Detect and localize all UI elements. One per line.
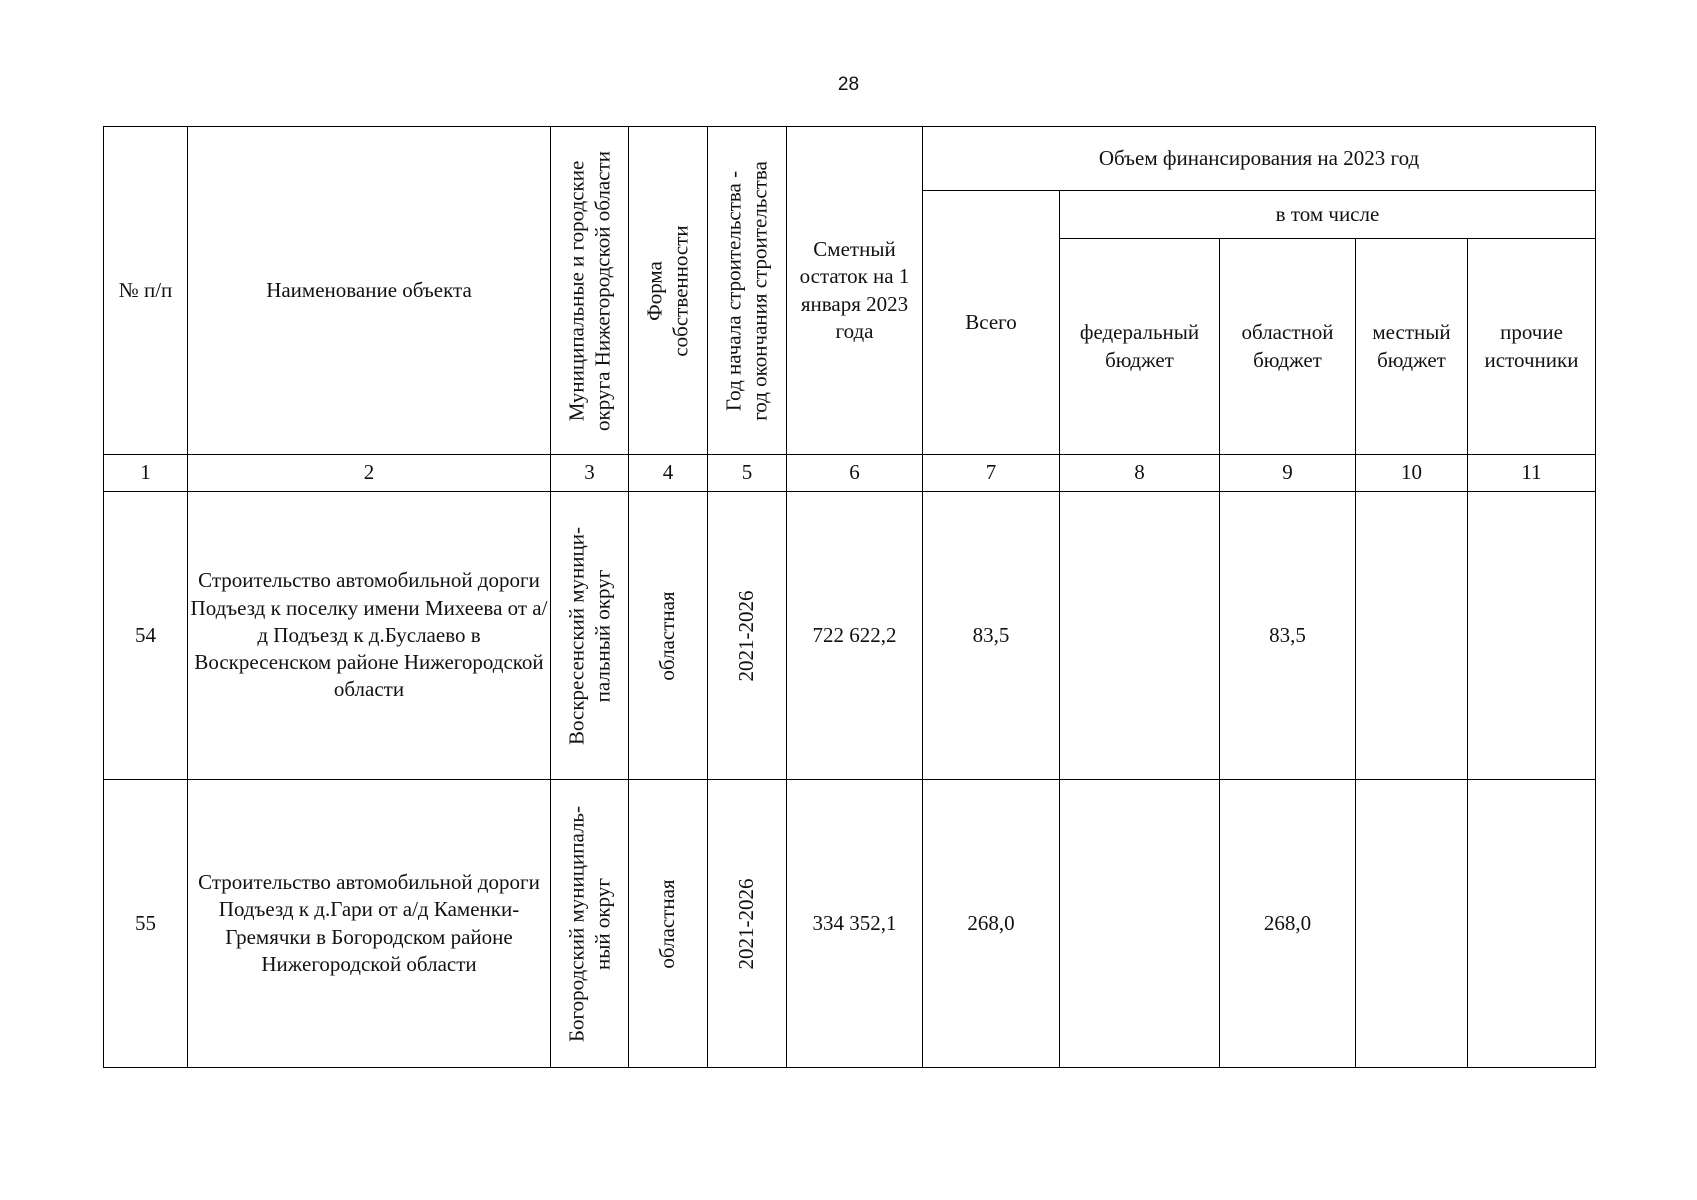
page-number: 28 — [837, 74, 860, 95]
row-object-name: Строительство автомобильной дороги Подъезд к поселку имени Михеева от а/д Подъезд к д.Буслаево в Воскресенском районе Нижегородской области — [188, 492, 551, 780]
row-total: 83,5 — [923, 492, 1060, 780]
header-funding: Объем финансирования на 2023 год — [923, 127, 1596, 191]
col-num-2: 2 — [188, 455, 551, 492]
header-name: Наименование объекта — [188, 127, 551, 455]
row-num: 55 — [104, 780, 188, 1068]
row-years — [708, 492, 787, 780]
row-federal — [1060, 492, 1220, 780]
column-number-row — [104, 455, 1596, 492]
row-ownership-text: областная — [655, 590, 680, 681]
header-ownership — [629, 127, 708, 455]
row-municipality — [551, 492, 629, 780]
col-num-5: 5 — [708, 455, 787, 492]
header-local: местный бюджет — [1356, 239, 1468, 455]
header-row-1 — [104, 127, 1596, 191]
col-num-9: 9 — [1220, 455, 1356, 492]
header-years-line2: год окончания строительства — [747, 160, 771, 421]
row-federal — [1060, 780, 1220, 1068]
header-years — [708, 127, 787, 455]
header-municipality — [551, 127, 629, 455]
row-num: 54 — [104, 492, 188, 780]
col-num-11: 11 — [1468, 455, 1596, 492]
row-total: 268,0 — [923, 780, 1060, 1068]
col-num-6: 6 — [787, 455, 923, 492]
row-years-text: 2021-2026 — [734, 878, 759, 969]
row-object-name: Строительство автомобильной дороги Подъезд к д.Гари от а/д Каменки-Гремячки в Богородском районе Нижегородской области — [188, 780, 551, 1068]
col-num-8: 8 — [1060, 455, 1220, 492]
row-municipality-line1: Воскресенский муници- — [563, 526, 588, 745]
row-ownership — [629, 780, 708, 1068]
row-regional: 83,5 — [1220, 492, 1356, 780]
col-num-1: 1 — [104, 455, 188, 492]
header-ownership-line1: Форма — [642, 260, 667, 321]
row-regional: 268,0 — [1220, 780, 1356, 1068]
col-num-10: 10 — [1356, 455, 1468, 492]
row-years-text: 2021-2026 — [734, 590, 759, 681]
row-municipality-line2: пальный округ — [589, 569, 614, 702]
header-other: прочие источники — [1468, 239, 1596, 455]
header-years-line1: Год начала строительства - — [721, 170, 746, 411]
row-estimate: 334 352,1 — [787, 780, 923, 1068]
row-municipality-line1: Богородский муниципаль- — [563, 805, 588, 1042]
col-num-3: 3 — [551, 455, 629, 492]
table-row — [104, 780, 1596, 1068]
col-num-4: 4 — [629, 455, 708, 492]
row-other — [1468, 780, 1596, 1068]
row-estimate: 722 622,2 — [787, 492, 923, 780]
row-municipality-line2: ный округ — [589, 877, 614, 970]
financing-table — [103, 126, 1596, 1068]
header-regional: областной бюджет — [1220, 239, 1356, 455]
row-local — [1356, 492, 1468, 780]
row-ownership-text: областная — [655, 878, 680, 969]
header-ownership-line2: собственности — [668, 224, 692, 357]
header-total: Всего — [923, 191, 1060, 455]
header-including: в том числе — [1060, 191, 1596, 239]
header-municipality-line1: Муниципальные и городские — [563, 160, 588, 421]
row-ownership — [629, 492, 708, 780]
row-other — [1468, 492, 1596, 780]
header-num: № п/п — [104, 127, 188, 455]
header-estimate: Сметный остаток на 1 января 2023 года — [787, 127, 923, 455]
row-years — [708, 780, 787, 1068]
row-municipality — [551, 780, 629, 1068]
header-municipality-line2: округа Нижегородской области — [589, 150, 614, 431]
row-local — [1356, 780, 1468, 1068]
table-row — [104, 492, 1596, 780]
header-federal: федеральный бюджет — [1060, 239, 1220, 455]
col-num-7: 7 — [923, 455, 1060, 492]
